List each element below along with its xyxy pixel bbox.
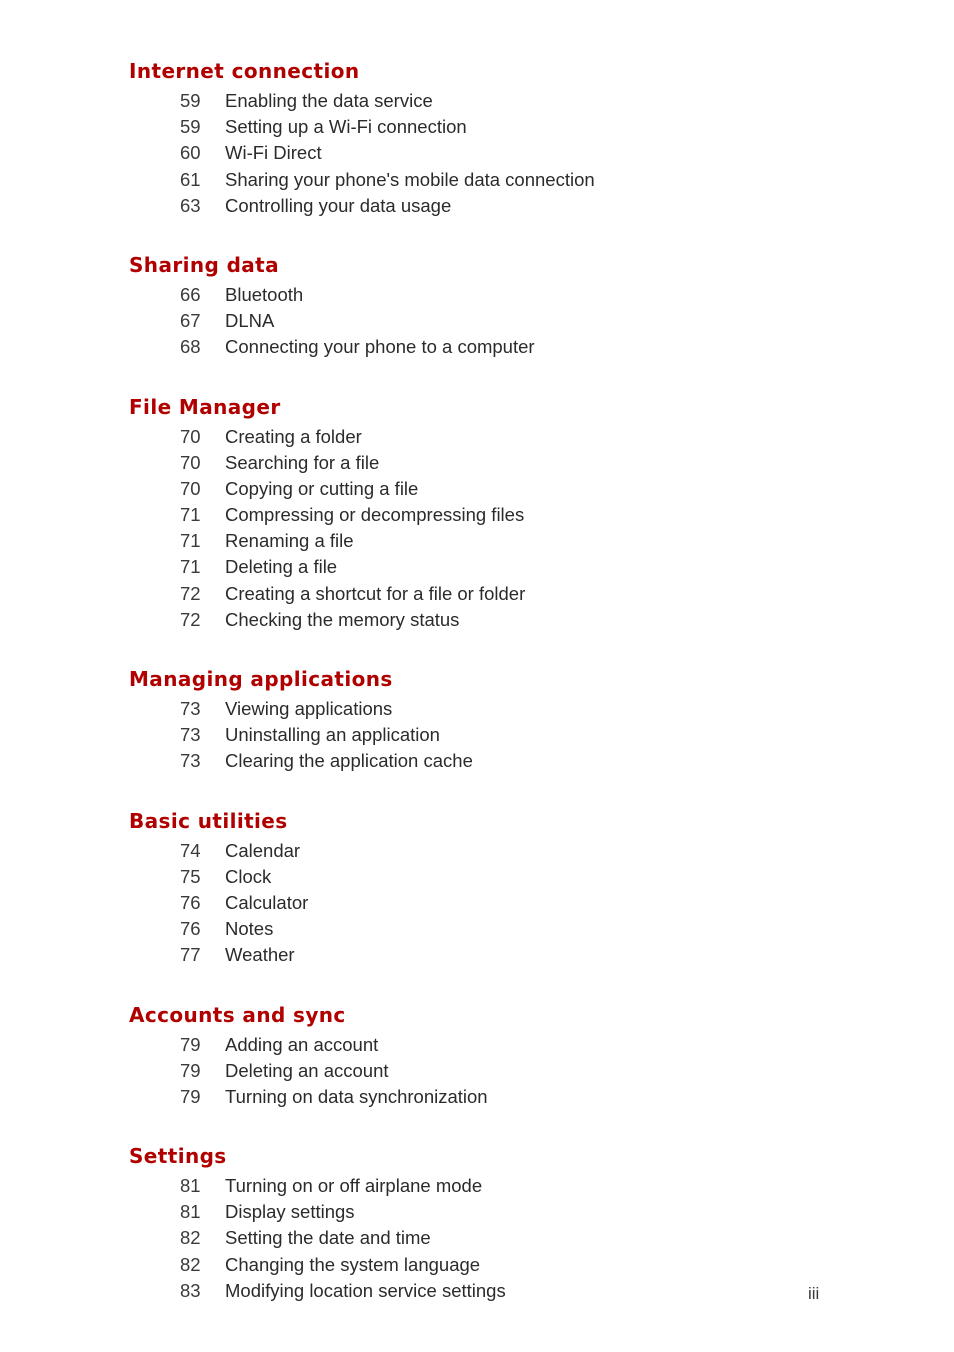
toc-entry-label: Calculator	[225, 891, 309, 913]
toc-entry-page: 71	[180, 530, 201, 552]
toc-entry-label: Viewing applications	[225, 698, 393, 719]
toc-entry-label: Wi-Fi Direct	[225, 142, 322, 164]
toc-entry-label: Controlling your data usage	[225, 194, 452, 216]
toc-entry-page: 70	[180, 451, 201, 473]
toc-entry-page: 82	[180, 1227, 201, 1249]
toc-entry[interactable]	[129, 1199, 829, 1225]
toc-entry-page: 79	[180, 1033, 201, 1055]
toc-entry-label: Searching for a file	[225, 451, 380, 473]
toc-entry[interactable]	[129, 334, 829, 360]
section-heading[interactable]: File Manager	[129, 394, 281, 419]
toc-entry[interactable]	[129, 114, 829, 140]
toc-entry[interactable]	[129, 308, 829, 334]
toc-entry-page: 73	[180, 724, 201, 746]
toc-entry-label: Changing the system language	[225, 1253, 481, 1275]
section-heading[interactable]: Accounts and sync	[129, 1002, 346, 1027]
toc-entry[interactable]	[129, 722, 829, 748]
toc-entry-label: Weather	[225, 944, 295, 966]
toc-entry[interactable]	[129, 193, 829, 219]
toc-entry[interactable]	[129, 502, 829, 528]
toc-entry-label: Checking the memory status	[225, 608, 460, 630]
toc-entry[interactable]	[129, 1252, 829, 1278]
toc-entry-page: 83	[180, 1279, 201, 1301]
toc-entry-label: Adding an account	[225, 1033, 379, 1055]
toc-entry[interactable]	[129, 696, 829, 722]
section-heading[interactable]: Internet connection	[129, 59, 360, 83]
toc-entry[interactable]	[129, 838, 829, 864]
toc-entry-page: 73	[180, 698, 201, 719]
toc-entry-page: 71	[180, 504, 201, 526]
toc-entry-label: Creating a shortcut for a file or folder	[225, 582, 526, 604]
toc-entry-label: Calendar	[225, 839, 301, 861]
toc-entry-label: Creating a folder	[225, 425, 362, 447]
toc-entry-label: Compressing or decompressing files	[225, 504, 525, 526]
toc-entry-label: Setting the date and time	[225, 1227, 431, 1249]
section-heading[interactable]: Settings	[129, 1144, 227, 1169]
toc-entry[interactable]	[129, 1225, 829, 1251]
section-heading[interactable]: Sharing data	[129, 252, 280, 277]
toc-entry[interactable]	[129, 88, 829, 114]
toc-entry-page: 63	[180, 194, 201, 216]
toc-entry[interactable]	[129, 581, 829, 607]
toc-entry-page: 75	[180, 865, 201, 887]
toc-section	[129, 804, 829, 969]
page-number: iii	[808, 1284, 820, 1303]
toc-entry-page: 81	[180, 1201, 201, 1223]
toc-entry-page: 76	[180, 891, 201, 913]
toc-section	[129, 248, 829, 361]
toc-entry-page: 79	[180, 1059, 201, 1081]
toc-entry[interactable]	[129, 167, 829, 193]
toc-entry[interactable]	[129, 282, 829, 308]
toc-entry-label: Turning on data synchronization	[225, 1085, 488, 1107]
toc-entry-page: 79	[180, 1085, 201, 1107]
toc-entry-label: Modifying location service settings	[225, 1279, 506, 1301]
toc-entry-label: Turning on or off airplane mode	[225, 1175, 483, 1197]
toc-entry-page: 72	[180, 608, 201, 630]
toc-entry-label: Renaming a file	[225, 530, 354, 552]
toc-entry[interactable]	[129, 1278, 829, 1304]
toc-entry-page: 70	[180, 477, 201, 499]
toc-entry[interactable]	[129, 1032, 829, 1058]
toc-entry[interactable]	[129, 748, 829, 774]
toc-entry[interactable]	[129, 554, 829, 580]
toc-entry-label: Uninstalling an application	[225, 724, 440, 746]
toc-entry-page: 59	[180, 116, 201, 138]
section-heading[interactable]: Managing applications	[129, 667, 393, 691]
toc-entry-page: 81	[180, 1175, 201, 1197]
toc-entry-page: 73	[180, 750, 201, 772]
toc-entry-label: Deleting a file	[225, 556, 338, 578]
toc-entry[interactable]	[129, 424, 829, 450]
toc-entry-page: 77	[180, 944, 201, 966]
toc-entry[interactable]	[129, 864, 829, 890]
toc-entry-label: DLNA	[225, 310, 275, 332]
toc-entry-page: 74	[180, 839, 201, 861]
table-of-contents	[129, 54, 829, 1333]
toc-entry-label: Bluetooth	[225, 283, 304, 305]
toc-entry-label: Connecting your phone to a computer	[225, 336, 535, 358]
section-heading[interactable]: Basic utilities	[129, 808, 288, 833]
toc-entry-page: 76	[180, 918, 201, 940]
toc-section	[129, 998, 829, 1111]
toc-entry-label: Enabling the data service	[225, 90, 433, 111]
toc-entry[interactable]	[129, 476, 829, 502]
toc-entry-label: Deleting an account	[225, 1059, 389, 1081]
toc-entry[interactable]	[129, 1058, 829, 1084]
toc-entry-label: Clock	[225, 865, 272, 887]
toc-entry[interactable]	[129, 1084, 829, 1110]
toc-entry-label: Copying or cutting a file	[225, 477, 419, 499]
toc-entry-page: 82	[180, 1253, 201, 1275]
toc-entry-label: Display settings	[225, 1201, 355, 1223]
toc-entry[interactable]	[129, 528, 829, 554]
toc-section	[129, 1139, 829, 1304]
toc-section	[129, 662, 829, 775]
toc-entry[interactable]	[129, 450, 829, 476]
toc-entry-label: Setting up a Wi-Fi connection	[225, 116, 467, 138]
toc-section	[129, 54, 829, 219]
toc-entry[interactable]	[129, 916, 829, 942]
toc-entry-page: 71	[180, 556, 201, 578]
toc-section	[129, 390, 829, 634]
toc-entry-page: 70	[180, 425, 201, 447]
toc-entry-page: 72	[180, 582, 201, 604]
toc-entry-page: 60	[180, 142, 201, 164]
toc-entry-page: 68	[180, 336, 201, 358]
toc-entry-page: 59	[180, 90, 201, 111]
toc-entry[interactable]	[129, 890, 829, 916]
toc-entry[interactable]	[129, 607, 829, 633]
toc-entry-page: 67	[180, 310, 201, 332]
toc-entry-label: Clearing the application cache	[225, 750, 473, 772]
toc-entry-page: 61	[180, 168, 201, 190]
toc-entry-label: Sharing your phone's mobile data connection	[225, 168, 595, 190]
toc-entry[interactable]	[129, 942, 829, 968]
toc-entry[interactable]	[129, 140, 829, 166]
toc-entry-page: 66	[180, 283, 201, 305]
toc-entry[interactable]	[129, 1173, 829, 1199]
toc-entry-label: Notes	[225, 918, 274, 940]
